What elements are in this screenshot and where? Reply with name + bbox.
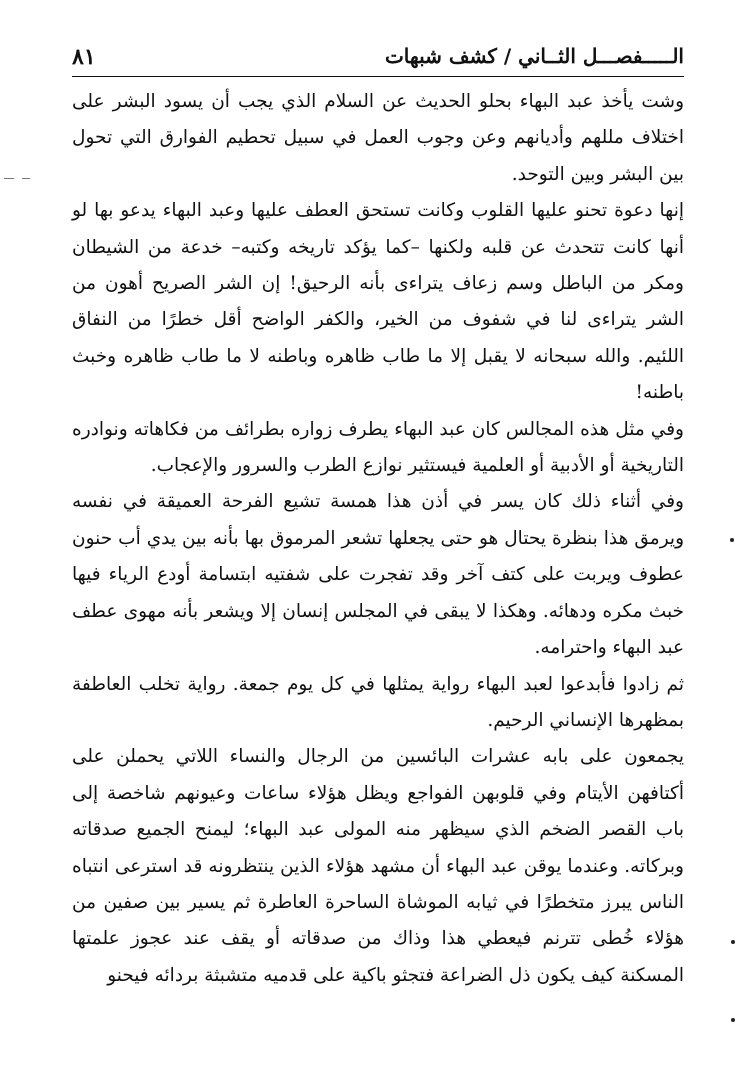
page-body: [72, 84, 684, 994]
paragraph-6: يجمعون على بابه عشرات البائسين من الرجال والنساء اللاتي يحملن على أكتافهن الأيتام وفي قلوبهن الفواجع ويظل هؤلاء ساعات وعيونهم شاخصة إلى باب القصر الضخم الذي سيظهر منه المولى عبد البهاء؛ ليمنح الجميع صدقاته وبركاته. وعندما يوقن عبد البهاء أن مشهد هؤلاء الذين ينتظرونه قد استرعى انتباه الناس يبرز متخطرًا في ثيابه الموشاة الساحرة العاطرة ثم يسير بين صفين من هؤلاء خُطى تترنم فيعطي هذا وذاك من صدقاته أو يقف عند عجوز علمتها المسكنة كيف يكون ذل الضراعة فتجثو باكية على قدميه متشبثة بردائه فيحنو: [72, 746, 684, 986]
scan-dot: [730, 538, 734, 542]
chapter-title: الـــــفصـــل الثــاني / كشف شبهات: [384, 44, 684, 68]
paragraph-1: وشت يأخذ عبد البهاء بحلو الحديث عن السلام الذي يجب أن يسود البشر على اختلاف مللهم وأديانهم وعن وجوب العمل في سبيل تحطيم الفوارق التي تحول بين البشر وبين التوحد.: [72, 91, 684, 185]
scan-dot: [731, 940, 735, 944]
paragraph-2: إنها دعوة تحنو عليها القلوب وكانت تستحق العطف عليها وعبد البهاء يدعو بها لو أنها كانت تتحدث عن قلبه ولكنها –كما يؤكد تاريخه وكتبه– خدعة من الشيطان ومكر من الباطل وسم زعاف يتراءى بأنه الرحيق! إن الشر الصريح أهون من الشر يتراءى لنا في شفوف من الخير، والكفر الواضح أقل خطرًا من النفاق اللئيم. والله سبحانه لا يقبل إلا ما طاب ظاهره وباطنه لا ما طاب ظاهره وخبث باطنه!: [72, 200, 684, 404]
header-divider: [72, 76, 684, 77]
paragraph-4: وفي أثناء ذلك كان يسر في أذن هذا همسة تشيع الفرحة العميقة في نفسه ويرمق هذا بنظرة يحتال هو حتى يجعلها تشعر المرموق بها بأنه بين يدي أب حنون عطوف ويربت على كتف آخر وقد تفجرت على شفتيه ابتسامة أودع الرياء فيها خبث مكره ودهائه. وهكذا لا يبقى في المجلس إنسان إلا ويشعر بأنه مهوى عطف عبد البهاء واحترامه.: [72, 491, 684, 659]
scan-mark: [4, 178, 14, 179]
paragraph-3: وفي مثل هذه المجالس كان عبد البهاء يطرف زواره بطرائف من فكاهاته ونوادره التاريخية أو الأدبية أو العلمية فيستثير نوازع الطرب والسرور والإعجاب.: [72, 418, 684, 477]
paragraph-5: ثم زادوا فأبدعوا لعبد البهاء رواية يمثلها في كل يوم جمعة. رواية تخلب العاطفة بمظهرها الإنساني الرحيم.: [72, 673, 684, 731]
page-number: ٨١: [72, 44, 96, 70]
running-header: [72, 40, 684, 74]
scan-dot: [731, 1018, 735, 1022]
scan-mark: [22, 178, 30, 179]
